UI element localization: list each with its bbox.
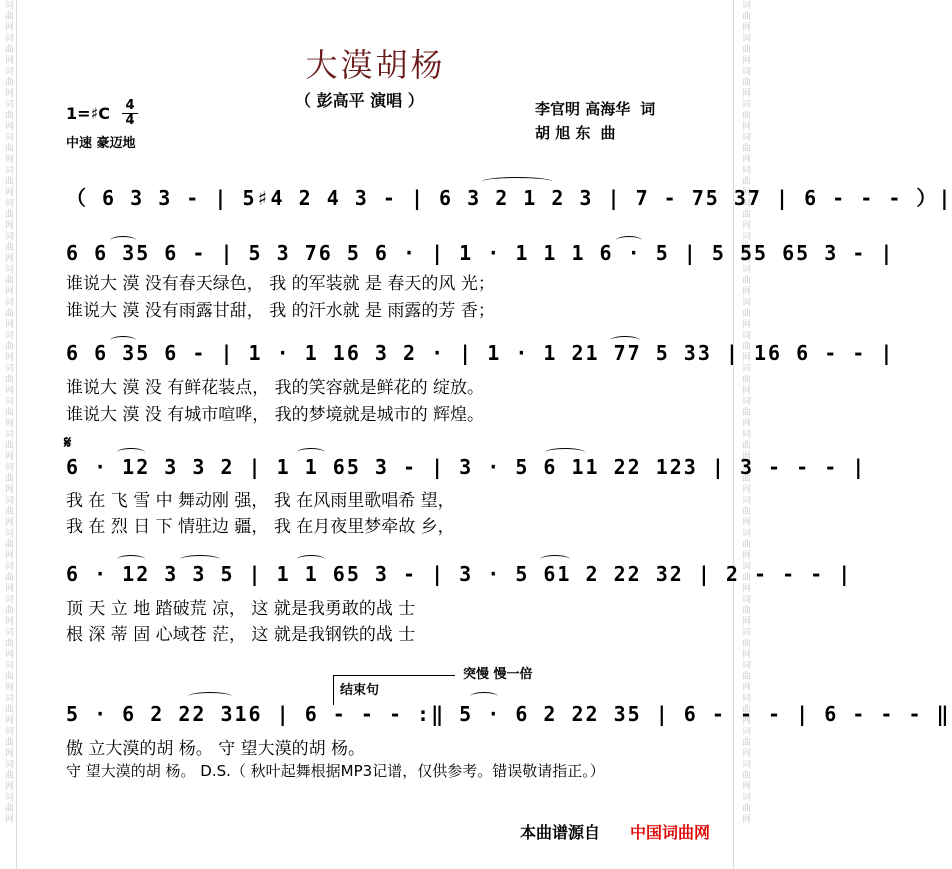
notation-row-6: 5 · 6 2 22 316 | 6 - - - :‖ 5 · 6 2 22 35 | 6 - - - | 6 - - - ‖ (66, 702, 951, 726)
lyricist-credit (535, 98, 665, 119)
source-label: 本曲谱源自 (520, 823, 601, 842)
lyric-row-2-verse-2: 谁说大 漠 没有雨露甘甜， 我 的汗水就 是 雨露的芳 香； (66, 301, 495, 321)
key-signature: 1=♯C (66, 104, 111, 123)
composer-name: 胡 旭 东 (535, 124, 591, 142)
lyricist-name: 李官明 高海华 (535, 100, 631, 118)
singer-credit: （ 彭高平 演唱 ） (295, 91, 424, 110)
song-title: 大漠胡杨 (305, 46, 446, 84)
lyric-row-6-verse-2: 守 望大漠的胡 杨。 D.S.（ 秋叶起舞根据MP3记谱，仅供参考。错误敬请指正。） (66, 762, 605, 780)
left-edge-line (16, 0, 17, 869)
ending-bracket-line (333, 675, 455, 676)
tempo-change-label: 突慢 慢一倍 (463, 667, 533, 682)
lyric-row-4-verse-2: 我 在 烈 日 下 情驻边 疆， 我 在月夜里梦牵故 乡， (66, 517, 455, 537)
notation-row-5: 6 · 12 3 3 5 | 1 1 65 3 - | 3 · 5 61 2 22 32 | 2 - - - | (66, 562, 853, 586)
ending-bracket-tick (333, 675, 334, 705)
notation-row-2: 6 6 35 6 - | 5 3 76 5 6 · | 1 · 1 1 1 6 · 5 | 5 55 65 3 - | (66, 241, 895, 265)
slur-arc (188, 692, 232, 701)
segno-sign: 𝄋 (64, 433, 72, 453)
ending-label: 结束句 (340, 683, 380, 698)
composer-role: 曲 (600, 124, 616, 142)
watermark-left: 词曲网词曲网词曲网词曲网词曲网词曲网词曲网词曲网词曲网词曲网词曲网词曲网词曲网词曲网词曲网词曲网词曲网词曲网词曲网词曲网词曲网词曲网词曲网词曲网词曲网 (3, 0, 13, 825)
meter-bottom: 4 (125, 113, 135, 128)
time-signature (122, 100, 138, 127)
lyric-row-3-verse-1: 谁说大 漠 没 有鲜花装点， 我的笑容就是鲜花的 绽放。 (66, 378, 485, 398)
lyric-row-5-verse-1: 顶 天 立 地 踏破荒 凉， 这 就是我勇敢的战 士 (66, 599, 416, 619)
notation-row-3: 6 6 35 6 - | 1 · 1 16 3 2 · | 1 · 1 21 77 5 33 | 16 6 - - | (66, 341, 895, 365)
lyric-row-6-verse-1: 傲 立大漠的胡 杨。 守 望大漠的胡 杨。 (66, 739, 366, 759)
tempo-marking: 中速 豪迈地 (66, 136, 136, 151)
composer-credit (535, 122, 625, 143)
lyric-row-2-verse-1: 谁说大 漠 没有春天绿色， 我 的军装就 是 春天的风 光； (66, 274, 495, 294)
source-site-link[interactable]: 中国词曲网 (630, 823, 711, 842)
lyricist-role: 词 (640, 100, 656, 118)
lyric-row-4-verse-1: 我 在 飞 雪 中 舞动刚 强， 我 在风雨里歌唱希 望， (66, 491, 455, 511)
right-edge-line (733, 0, 734, 869)
meter-top: 4 (125, 98, 135, 113)
slur-arc (470, 692, 498, 701)
lyric-row-3-verse-2: 谁说大 漠 没 有城市喧哗， 我的梦境就是城市的 辉煌。 (66, 405, 485, 425)
watermark-right: 词曲网词曲网词曲网词曲网词曲网词曲网词曲网词曲网词曲网词曲网词曲网词曲网词曲网词曲网词曲网词曲网词曲网词曲网词曲网词曲网词曲网词曲网词曲网词曲网词曲网 (740, 0, 750, 825)
lyric-row-5-verse-2: 根 深 蒂 固 心域苍 茫， 这 就是我钢铁的战 士 (66, 625, 416, 645)
notation-row-4: 6 · 12 3 3 2 | 1 1 65 3 - | 3 · 5 6 11 22 123 | 3 - - - | (66, 455, 867, 479)
notation-row-1: （ 6 3 3 - | 5♯4 2 4 3 - | 6 3 2 1 2 3 | 7 - 75 37 | 6 - - - ）| (66, 186, 952, 210)
